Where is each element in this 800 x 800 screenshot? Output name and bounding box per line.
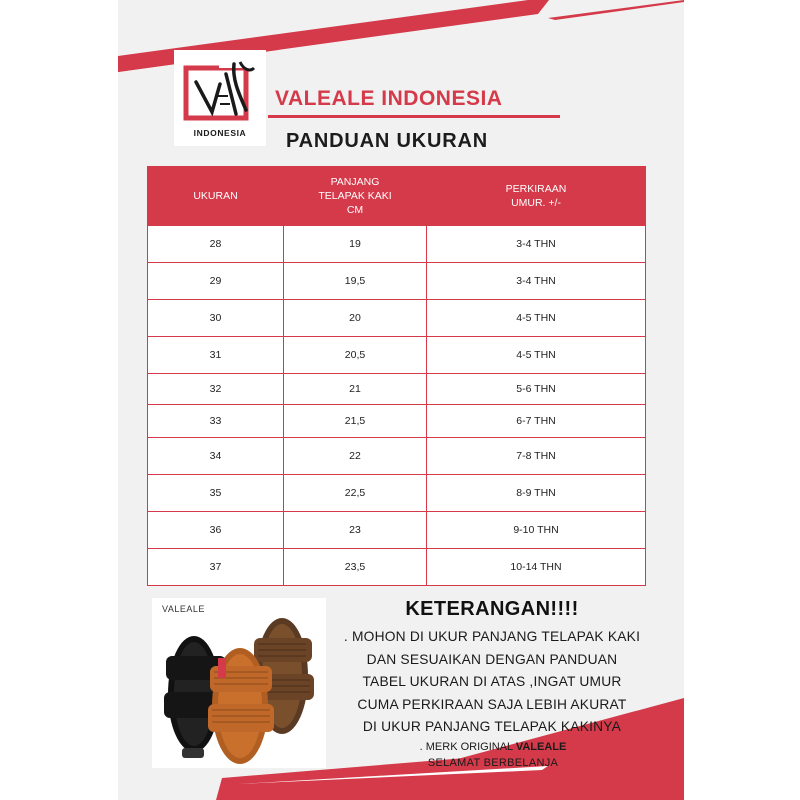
table-row bbox=[148, 226, 646, 263]
size-cell: 32 bbox=[148, 374, 284, 405]
header-age-estimate: PERKIRAAN UMUR. +/- bbox=[427, 167, 646, 226]
age-cell: 3-4 THN bbox=[427, 263, 646, 300]
product-photo-logo: VALEALE bbox=[162, 604, 205, 614]
length-cell: 19 bbox=[284, 226, 427, 263]
age-cell: 9-10 THN bbox=[427, 512, 646, 549]
table-row bbox=[148, 438, 646, 475]
size-cell: 33 bbox=[148, 405, 284, 438]
size-table bbox=[147, 166, 646, 586]
age-cell: 4-5 THN bbox=[427, 300, 646, 337]
table-row bbox=[148, 374, 646, 405]
length-cell: 21,5 bbox=[284, 405, 427, 438]
size-cell: 37 bbox=[148, 549, 284, 586]
notes-line: . MOHON DI UKUR PANJANG TELAPAK KAKI bbox=[343, 629, 641, 644]
size-guide-page bbox=[118, 0, 684, 800]
age-cell: 7-8 THN bbox=[427, 438, 646, 475]
product-photo bbox=[152, 598, 326, 768]
size-cell: 34 bbox=[148, 438, 284, 475]
notes-body bbox=[332, 626, 652, 739]
size-cell: 29 bbox=[148, 263, 284, 300]
size-cell: 35 bbox=[148, 475, 284, 512]
age-cell: 8-9 THN bbox=[427, 475, 646, 512]
brand-underline bbox=[268, 115, 560, 118]
notes-line: TABEL UKURAN DI ATAS ,INGAT UMUR bbox=[362, 674, 622, 689]
table-row bbox=[148, 549, 646, 586]
brand-title: VALEALE INDONESIA bbox=[275, 87, 503, 110]
brand-logo bbox=[174, 50, 266, 146]
logo-subtext: INDONESIA bbox=[193, 128, 247, 138]
age-cell: 3-4 THN bbox=[427, 226, 646, 263]
notes-line: DI UKUR PANJANG TELAPAK KAKINYA bbox=[362, 719, 622, 734]
age-cell: 5-6 THN bbox=[427, 374, 646, 405]
header-size: UKURAN bbox=[148, 167, 284, 226]
table-row bbox=[148, 405, 646, 438]
table-row bbox=[148, 337, 646, 374]
merk-line bbox=[358, 741, 628, 753]
table-row bbox=[148, 300, 646, 337]
length-cell: 21 bbox=[284, 374, 427, 405]
table-row bbox=[148, 512, 646, 549]
header-foot-length: PANJANG TELAPAK KAKI CM bbox=[284, 167, 427, 226]
length-cell: 23,5 bbox=[284, 549, 427, 586]
table-row bbox=[148, 475, 646, 512]
size-cell: 36 bbox=[148, 512, 284, 549]
length-cell: 22,5 bbox=[284, 475, 427, 512]
thanks-text: SELAMAT BERBELANJA bbox=[427, 757, 559, 769]
age-cell: 10-14 THN bbox=[427, 549, 646, 586]
size-cell: 28 bbox=[148, 226, 284, 263]
age-cell: 6-7 THN bbox=[427, 405, 646, 438]
length-cell: 20 bbox=[284, 300, 427, 337]
merk-prefix: . MERK ORIGINAL bbox=[419, 741, 516, 753]
merk-brand: VALEALE bbox=[515, 741, 567, 753]
length-cell: 23 bbox=[284, 512, 427, 549]
notes-line: CUMA PERKIRAAN SAJA LEBIH AKURAT bbox=[357, 696, 627, 712]
notes-title: KETERANGAN!!!! bbox=[405, 598, 579, 620]
length-cell: 20,5 bbox=[284, 337, 427, 374]
length-cell: 22 bbox=[284, 438, 427, 475]
table-row bbox=[148, 263, 646, 300]
size-cell: 31 bbox=[148, 337, 284, 374]
notes-line: DAN SESUAIKAN DENGAN PANDUAN bbox=[366, 651, 618, 667]
size-cell: 30 bbox=[148, 300, 284, 337]
sandals-illustration bbox=[152, 598, 326, 768]
age-cell: 4-5 THN bbox=[427, 337, 646, 374]
table-header-row bbox=[148, 167, 646, 226]
page-title: PANDUAN UKURAN bbox=[286, 130, 488, 152]
length-cell: 19,5 bbox=[284, 263, 427, 300]
